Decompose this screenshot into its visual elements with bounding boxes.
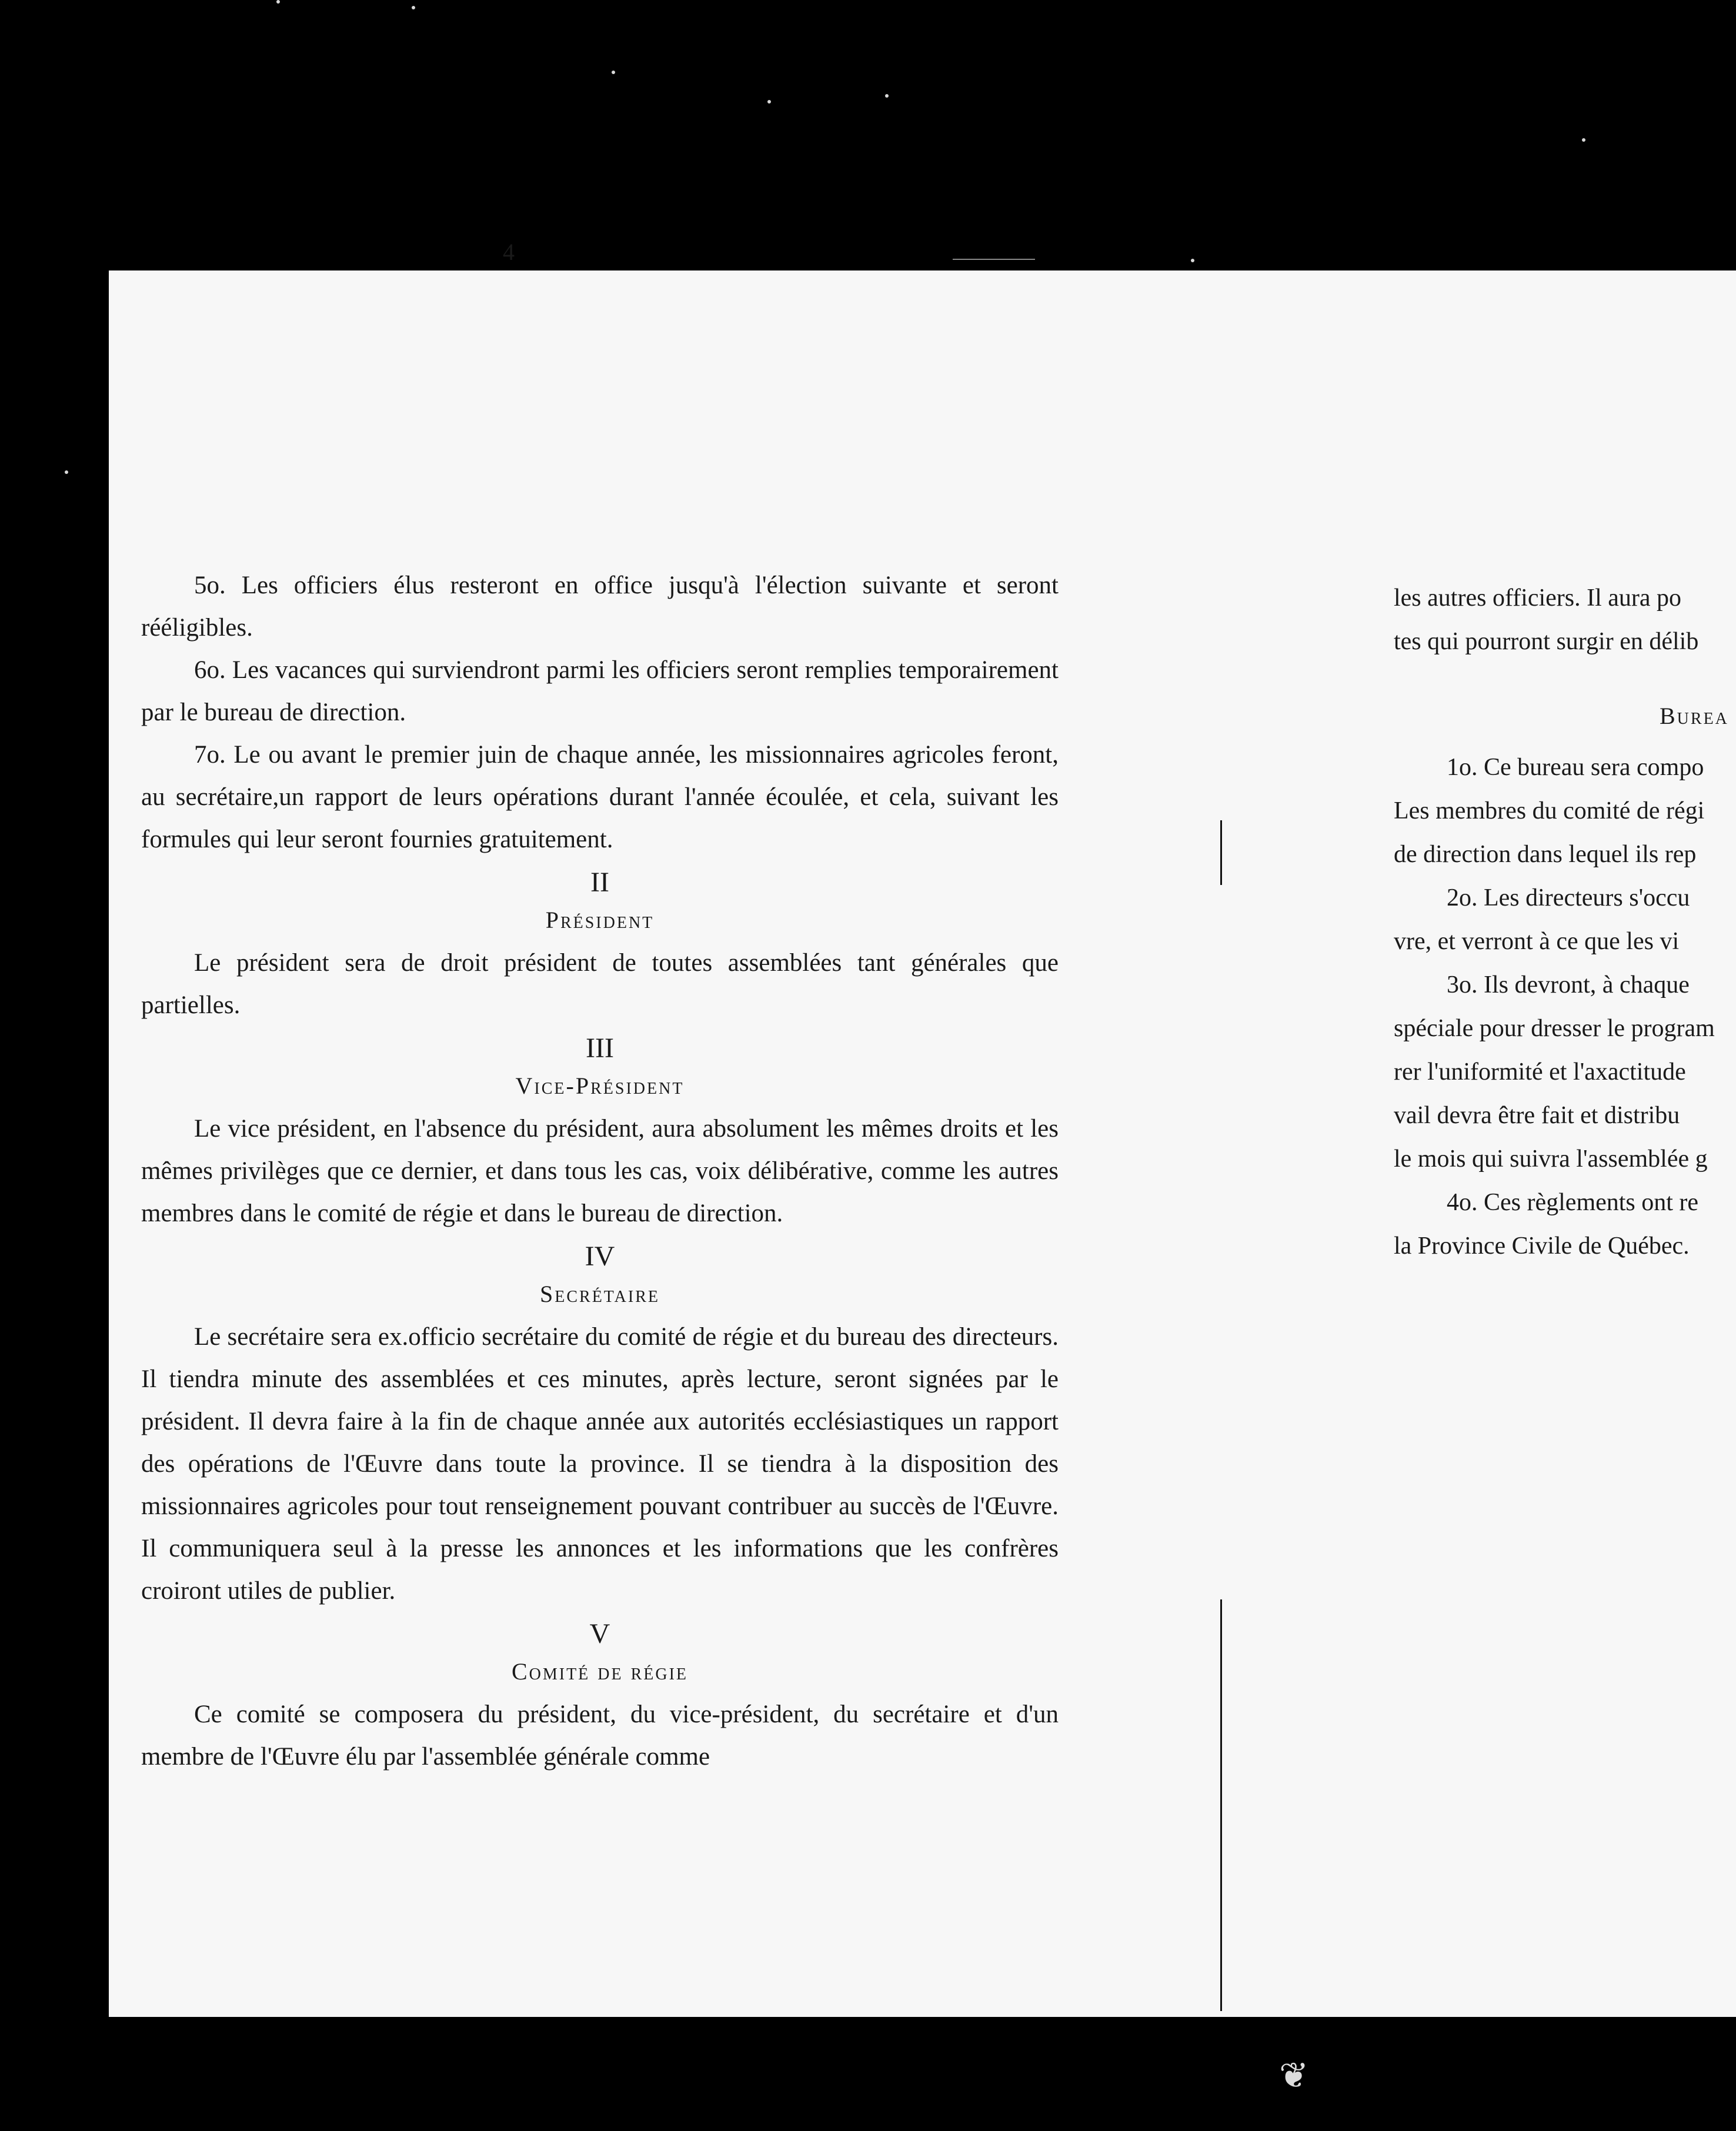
text-line: spéciale pour dresser le program (1394, 1015, 1715, 1042)
dust-speck (1191, 259, 1194, 262)
section-comite-de-regie (141, 1615, 1059, 1778)
text-line: Les membres du comité de régi (1394, 797, 1705, 824)
section-number: III (586, 1033, 614, 1064)
article-paragraph: 6o. Les vacances qui surviendront parmi les officiers seront remplies temporairement par le bureau de direction. (141, 656, 1059, 726)
left-page (141, 565, 1059, 1778)
text-line: rer l'uniformité et l'axactitude (1394, 1058, 1686, 1085)
section-paragraph: Le vice président, en l'absence du président, aura absolument les mêmes droits et les mêmes privilèges que ce dernier, et dans tous les cas, voix délibérative, comme les autres membres dans le comité de régie et dans le bureau de direction. (141, 1115, 1059, 1227)
text-line: 4o. Ces règlements ont re (1447, 1189, 1699, 1216)
text-line: vre, et verront à ce que les vi (1394, 928, 1680, 955)
article-paragraph: 7o. Le ou avant le premier juin de chaque année, les missionnaires agricoles feront, au secrétaire,un rapport de leurs opérations durant l'année écoulée, et cela, suivant les formules qui leur seront fournies gratuitement. (141, 741, 1059, 853)
scan-artifact: ❦ (1279, 2056, 1309, 2095)
page-gutter-line (1220, 1599, 1222, 2011)
section-paragraph: Le secrétaire sera ex.officio secrétaire du comité de régie et du bureau des directeurs. Il tiendra minute des assemblées et ces minutes, après lecture, seront signées par le président. Il devra faire à la fin de chaque année aux autorités ecclésiastiques un rapport des opérations de l'Œuvre dans toute la province. Il se tiendra à la disposition des missionnaires agricoles pour tout renseignement pouvant contribuer au succès de l'Œuvre. Il communiquera seul à la presse les annonces et les informations que les confrères croiront utiles de publier. (141, 1323, 1059, 1605)
section-vice-president (141, 1029, 1059, 1235)
text-line: 1o. Ce bureau sera compo (1447, 754, 1704, 781)
section-number: II (590, 867, 609, 898)
dust-speck (276, 0, 280, 4)
text-line: le mois qui suivra l'assemblée g (1394, 1145, 1708, 1173)
section-number: V (589, 1618, 610, 1649)
text-line: vail devra être fait et distribu (1394, 1102, 1680, 1129)
section-title: Comité de régie (511, 1658, 689, 1685)
text-line: la Province Civile de Québec. (1394, 1232, 1690, 1260)
page-number: 4 (503, 239, 515, 265)
text-line: 3o. Ils devront, à chaque (1447, 971, 1690, 998)
text-line: de direction dans lequel ils rep (1394, 841, 1697, 868)
section-president (141, 863, 1059, 1027)
right-page (1394, 576, 1736, 1268)
section-title: Burea (1660, 703, 1729, 729)
text-line: 2o. Les directeurs s'occu (1447, 884, 1690, 911)
dust-speck (412, 6, 415, 9)
section-paragraph: Ce comité se composera du président, du vice-président, du secrétaire et d'un membre de l'Œuvre élu par l'assemblée générale comme (141, 1701, 1059, 1771)
section-title: Président (545, 907, 655, 933)
header-rule (953, 259, 1035, 260)
section-number: IV (585, 1241, 615, 1272)
text-line: les autres officiers. Il aura po (1394, 584, 1682, 612)
section-title: Secrétaire (540, 1281, 660, 1307)
dust-speck (885, 94, 889, 98)
dust-speck (65, 470, 68, 474)
section-secretaire (141, 1237, 1059, 1612)
text-line: tes qui pourront surgir en délib (1394, 628, 1699, 655)
dust-speck (767, 100, 771, 103)
page-gutter-line (1220, 820, 1222, 885)
dust-speck (1582, 138, 1585, 142)
section-paragraph: Le président sera de droit président de toutes assemblées tant générales que partielles. (141, 949, 1059, 1019)
dust-speck (612, 71, 615, 74)
article-paragraph: 5o. Les officiers élus resteront en office jusqu'à l'élection suivante et seront rééligibles. (141, 572, 1059, 642)
section-title: Vice-Président (515, 1073, 685, 1099)
